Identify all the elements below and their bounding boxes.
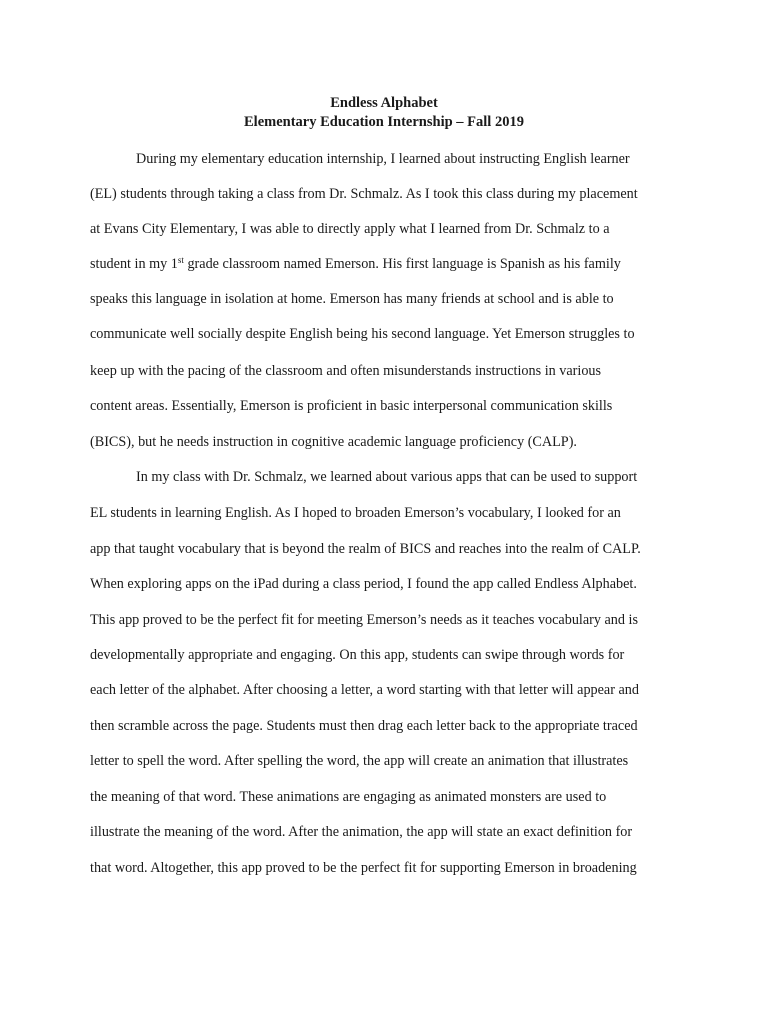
ordinal-superscript: st [177,255,184,265]
paragraph-line: During my elementary education internship, I learned about instructing English learner [136,151,630,167]
paragraph-line: communicate well socially despite English being his second language. Yet Emerson struggles to [90,326,635,342]
paragraph-line: In my class with Dr. Schmalz, we learned about various apps that can be used to support [136,469,638,485]
paragraph-line: content areas. Essentially, Emerson is proficient in basic interpersonal communication skills [90,398,613,414]
paragraph-line: speaks this language in isolation at home. Emerson has many friends at school and is able to [90,291,614,307]
paragraph-line: This app proved to be the perfect fit for meeting Emerson’s needs as it teaches vocabulary and is [90,612,639,628]
paragraph-line: each letter of the alphabet. After choosing a letter, a word starting with that letter will appear and [90,682,639,698]
document-title: Endless Alphabet [330,95,438,111]
paragraph-line: (EL) students through taking a class from Dr. Schmalz. As I took this class during my placement [90,186,638,202]
paragraph-line: that word. Altogether, this app proved to be the perfect fit for supporting Emerson in broadening [90,860,637,876]
paragraph-text: grade classroom named Emerson. His first language is Spanish as his family [183,256,621,272]
paragraph-line: then scramble across the page. Students must then drag each letter back to the appropriate traced [90,718,638,734]
paragraph-line: app that taught vocabulary that is beyond the realm of BICS and reaches into the realm of CALP. [90,541,641,557]
paragraph-line: EL students in learning English. As I hoped to broaden Emerson’s vocabulary, I looked for an [90,505,621,521]
paragraph-line: the meaning of that word. These animations are engaging as animated monsters are used to [90,789,607,805]
paragraph-line: developmentally appropriate and engaging. On this app, students can swipe through words for [90,647,625,663]
paragraph-line: keep up with the pacing of the classroom and often misunderstands instructions in various [90,363,602,379]
paragraph-line: at Evans City Elementary, I was able to directly apply what I learned from Dr. Schmalz to a [90,221,610,237]
paragraph-line: illustrate the meaning of the word. After the animation, the app will state an exact definition for [90,824,633,840]
paragraph-line [90,255,621,273]
paragraph-line: When exploring apps on the iPad during a class period, I found the app called Endless Alphabet. [90,576,637,592]
document-subtitle: Elementary Education Internship – Fall 2019 [244,114,524,130]
paragraph-text: student in my 1 [90,256,178,272]
paragraph-line: letter to spell the word. After spelling the word, the app will create an animation that illustrates [90,753,629,769]
paragraph-line: (BICS), but he needs instruction in cognitive academic language proficiency (CALP). [90,434,577,450]
